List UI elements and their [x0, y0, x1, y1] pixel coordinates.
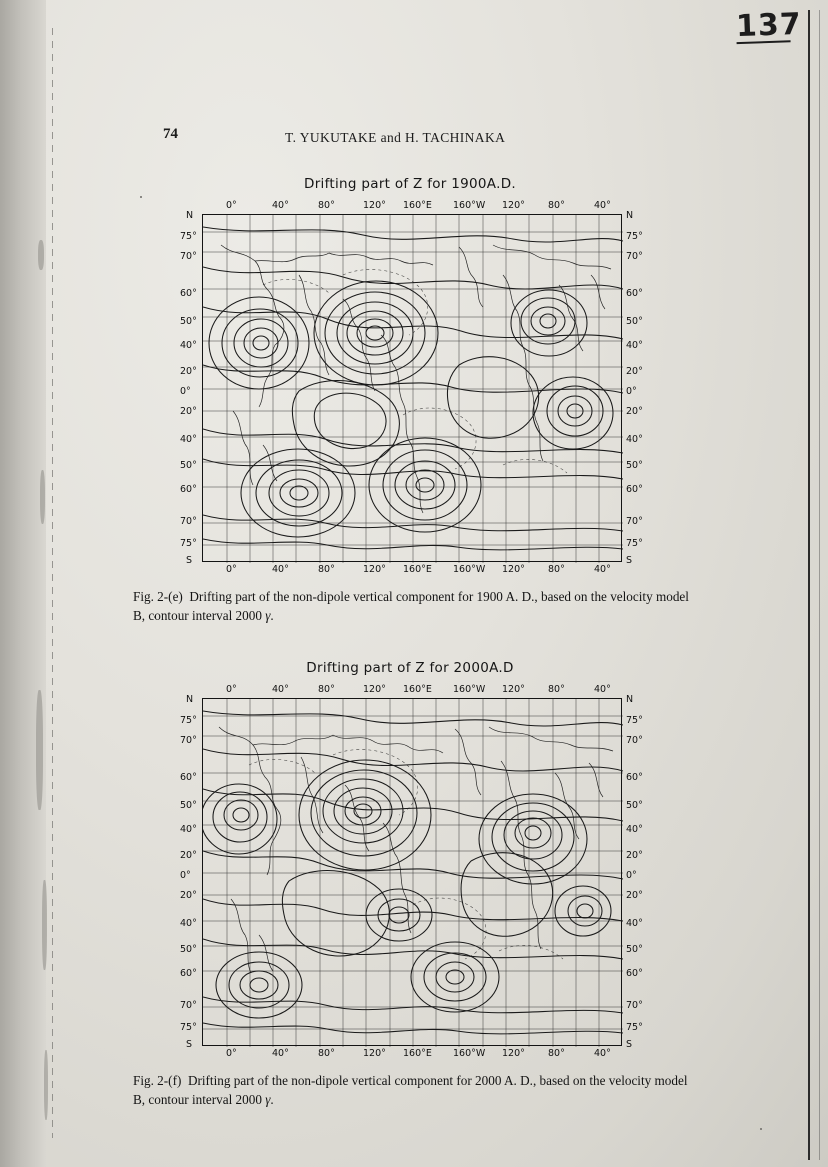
fig2f-contour-svg	[203, 699, 623, 1047]
fig2f-bottom-label-3: 120°	[363, 1048, 386, 1059]
fig2f-bottom-label-8: 40°	[594, 1048, 611, 1059]
figure-2f-caption	[133, 1072, 693, 1109]
figure-2f	[160, 660, 660, 1080]
scan-artifact	[38, 240, 44, 270]
fig2f-top-label-4: 160°E	[403, 684, 432, 695]
fig2e-top-label-2: 80°	[318, 200, 335, 211]
fig2f-left-label-12: 70°	[180, 1000, 197, 1011]
fig2f-left-label-3: 60°	[180, 772, 197, 783]
fig2e-bottom-label-2: 80°	[318, 564, 335, 575]
fig2e-bottom-label-4: 160°E	[403, 564, 432, 575]
fig2e-right-label-12: 70°	[626, 516, 643, 527]
fig2e-top-label-1: 40°	[272, 200, 289, 211]
fig2e-right-label-1: 75°	[626, 231, 643, 242]
fig2e-right-label-6: 20°	[626, 366, 643, 377]
fig2e-left-label-12: 70°	[180, 516, 197, 527]
scan-artifact	[40, 470, 45, 524]
fig2e-left-label-5: 40°	[180, 340, 197, 351]
fig2f-right-label-5: 40°	[626, 824, 643, 835]
figure-2e	[160, 176, 660, 596]
fig2e-top-label-3: 120°	[363, 200, 386, 211]
fig2f-bottom-label-7: 80°	[548, 1048, 565, 1059]
fig2f-left-label-1: 75°	[180, 715, 197, 726]
fig2f-right-label-10: 50°	[626, 944, 643, 955]
fig2e-left-label-7: 0°	[180, 386, 191, 397]
fig2e-left-label-4: 50°	[180, 316, 197, 327]
figure-2e-caption-label: Fig. 2-(e)	[133, 589, 183, 604]
fig2f-top-label-1: 40°	[272, 684, 289, 695]
fig2e-right-label-10: 50°	[626, 460, 643, 471]
fig2e-left-label-13: 75°	[180, 538, 197, 549]
fig2e-left-label-0: N	[186, 210, 194, 221]
figure-2f-caption-tail: .	[270, 1091, 274, 1107]
fig2e-right-label-0: N	[626, 210, 634, 221]
fig2e-left-label-11: 60°	[180, 484, 197, 495]
fig2f-right-label-2: 70°	[626, 735, 643, 746]
scan-speck	[760, 1128, 762, 1130]
fig2f-right-label-12: 70°	[626, 1000, 643, 1011]
fig2e-left-label-6: 20°	[180, 366, 197, 377]
fig2f-left-label-2: 70°	[180, 735, 197, 746]
handwritten-page-number	[736, 7, 803, 44]
fig2f-right-label-3: 60°	[626, 772, 643, 783]
fig2f-right-label-13: 75°	[626, 1022, 643, 1033]
fig2f-left-label-10: 50°	[180, 944, 197, 955]
figure-2e-caption-text: Drifting part of the non-dipole vertical component for 1900 A. D., based on the velocity model B, contour interval 2000	[133, 589, 689, 623]
fig2f-right-label-14: S	[626, 1039, 633, 1050]
page-edge-rule-secondary	[819, 10, 820, 1160]
fig2e-top-label-6: 120°	[502, 200, 525, 211]
fig2f-top-label-0: 0°	[226, 684, 237, 695]
fig2f-right-label-1: 75°	[626, 715, 643, 726]
fig2f-right-label-4: 50°	[626, 800, 643, 811]
fig2f-bottom-label-5: 160°W	[453, 1048, 486, 1059]
fig2f-left-label-7: 0°	[180, 870, 191, 881]
fig2e-contour-svg	[203, 215, 623, 563]
fig2e-bottom-label-5: 160°W	[453, 564, 486, 575]
fig2f-left-label-14: S	[186, 1039, 193, 1050]
fig2e-right-label-5: 40°	[626, 340, 643, 351]
fig2f-top-label-2: 80°	[318, 684, 335, 695]
fig2e-top-label-7: 80°	[548, 200, 565, 211]
fig2e-right-label-9: 40°	[626, 434, 643, 445]
figure-2f-caption-text: Drifting part of the non-dipole vertical component for 2000 A. D., based on the velocity model B, contour interval 2000	[133, 1073, 688, 1107]
fig2e-bottom-label-8: 40°	[594, 564, 611, 575]
fig2e-bottom-label-6: 120°	[502, 564, 525, 575]
fig2f-bottom-label-4: 160°E	[403, 1048, 432, 1059]
fig2f-right-label-11: 60°	[626, 968, 643, 979]
fig2e-contour-map	[202, 214, 622, 562]
fig2f-top-label-7: 80°	[548, 684, 565, 695]
binding-crease	[52, 28, 53, 1138]
fig2e-left-label-1: 75°	[180, 231, 197, 242]
fig2e-left-label-8: 20°	[180, 406, 197, 417]
fig2f-left-label-13: 75°	[180, 1022, 197, 1033]
fig2e-right-label-2: 70°	[626, 251, 643, 262]
running-head: T. YUKUTAKE and H. TACHINAKA	[285, 130, 506, 145]
fig2e-left-label-3: 60°	[180, 288, 197, 299]
fig2f-left-label-8: 20°	[180, 890, 197, 901]
scan-artifact	[44, 1050, 48, 1120]
fig2f-bottom-label-1: 40°	[272, 1048, 289, 1059]
fig2f-right-label-9: 40°	[626, 918, 643, 929]
page-edge-rule	[808, 10, 810, 1160]
fig2e-bottom-label-1: 40°	[272, 564, 289, 575]
figure-2f-title: Drifting part of Z for 2000A.D	[306, 660, 514, 676]
fig2e-bottom-label-3: 120°	[363, 564, 386, 575]
fig2e-right-label-3: 60°	[626, 288, 643, 299]
binding-edge	[0, 0, 46, 1167]
fig2f-left-label-11: 60°	[180, 968, 197, 979]
figure-2f-caption-unit: γ	[265, 1091, 271, 1107]
fig2e-left-label-10: 50°	[180, 460, 197, 471]
fig2e-top-label-8: 40°	[594, 200, 611, 211]
figure-2e-caption-unit: γ	[265, 607, 271, 623]
figure-2e-title: Drifting part of Z for 1900A.D.	[304, 176, 516, 192]
fig2f-left-label-4: 50°	[180, 800, 197, 811]
fig2f-right-label-0: N	[626, 694, 634, 705]
fig2f-right-label-8: 20°	[626, 890, 643, 901]
fig2f-top-label-5: 160°W	[453, 684, 486, 695]
scan-artifact	[36, 690, 43, 810]
fig2e-top-label-4: 160°E	[403, 200, 432, 211]
fig2f-bottom-label-6: 120°	[502, 1048, 525, 1059]
fig2f-left-label-9: 40°	[180, 918, 197, 929]
fig2f-right-label-7: 0°	[626, 870, 637, 881]
fig2e-right-label-14: S	[626, 555, 633, 566]
fig2e-top-label-5: 160°W	[453, 200, 486, 211]
figure-2f-caption-label: Fig. 2-(f)	[133, 1073, 182, 1088]
fig2e-right-label-7: 0°	[626, 386, 637, 397]
fig2f-top-label-8: 40°	[594, 684, 611, 695]
fig2e-right-label-13: 75°	[626, 538, 643, 549]
figure-2e-caption	[133, 588, 693, 625]
fig2e-bottom-label-7: 80°	[548, 564, 565, 575]
handwritten-page-number-text: 137	[735, 6, 803, 45]
folio-number: 74	[163, 126, 178, 142]
fig2e-left-label-9: 40°	[180, 434, 197, 445]
fig2f-top-label-3: 120°	[363, 684, 386, 695]
scan-artifact	[42, 880, 47, 970]
fig2f-left-label-6: 20°	[180, 850, 197, 861]
fig2f-left-label-5: 40°	[180, 824, 197, 835]
fig2f-left-label-0: N	[186, 694, 194, 705]
fig2e-right-label-11: 60°	[626, 484, 643, 495]
fig2e-right-label-4: 50°	[626, 316, 643, 327]
fig2e-top-label-0: 0°	[226, 200, 237, 211]
fig2f-bottom-label-0: 0°	[226, 1048, 237, 1059]
figure-2e-caption-tail: .	[270, 607, 274, 623]
scan-speck	[140, 196, 142, 198]
fig2e-left-label-2: 70°	[180, 251, 197, 262]
fig2e-right-label-8: 20°	[626, 406, 643, 417]
fig2f-top-label-6: 120°	[502, 684, 525, 695]
fig2f-right-label-6: 20°	[626, 850, 643, 861]
fig2e-bottom-label-0: 0°	[226, 564, 237, 575]
fig2e-left-label-14: S	[186, 555, 193, 566]
fig2f-contour-map	[202, 698, 622, 1046]
fig2f-bottom-label-2: 80°	[318, 1048, 335, 1059]
